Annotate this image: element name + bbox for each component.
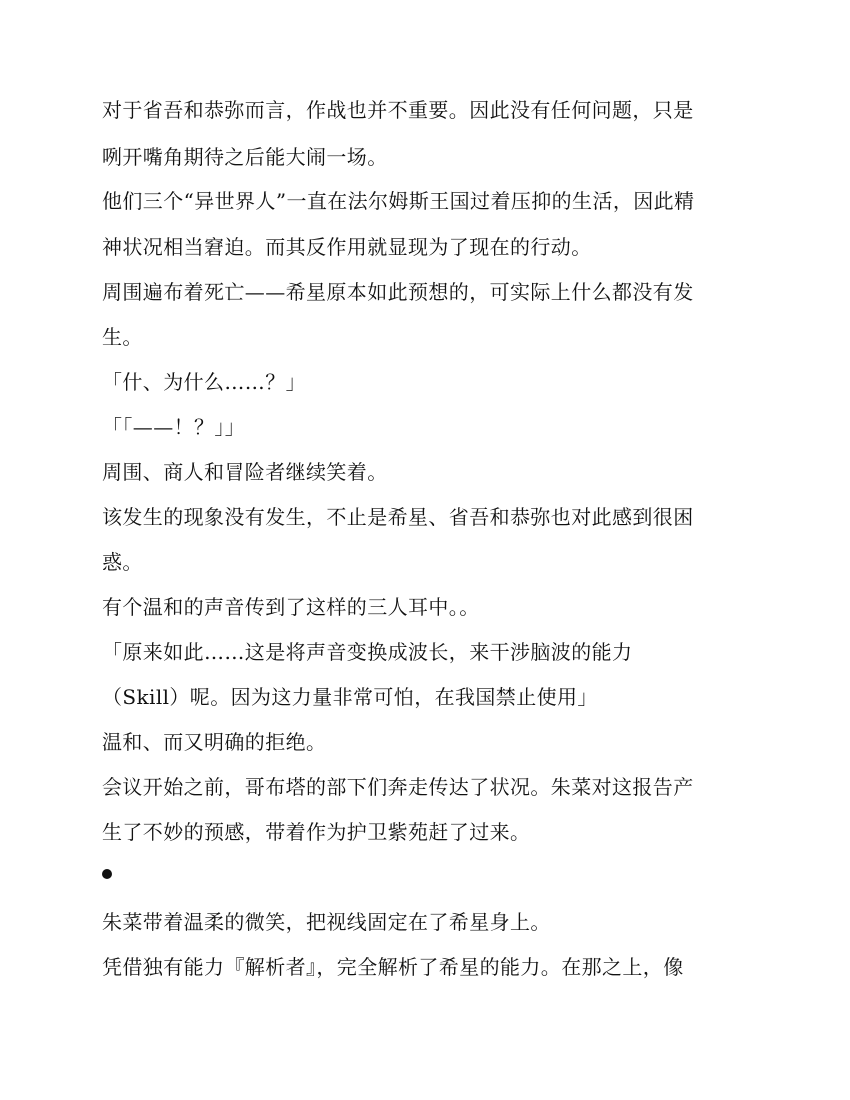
text-line: 生了不妙的预感，带着作为护卫紫苑赶了过来。 [102,820,531,844]
text-line: 凭借独有能力『解析者』，完全解析了希星的能力。在那之上，像 [102,955,684,979]
text-line: 「什、为什么……？」 [102,370,306,394]
text-line: （Skill）呢。因为这力量非常可怕，在我国禁止使用」 [102,685,598,709]
text-line: 「原来如此……这是将声音变换成波长，来干涉脑波的能力 [102,640,633,664]
text-line: 咧开嘴角期待之后能大闹一场。 [102,145,388,169]
text-line: 有个温和的声音传到了这样的三人耳中。。 [102,595,480,619]
text-line: 生。 [102,325,143,349]
text-line: 神状况相当窘迫。而其反作用就显现为了现在的行动。 [102,235,592,259]
text-line: 会议开始之前，哥布塔的部下们奔走传达了状况。朱菜对这报告产 [102,775,694,799]
text-line: 对于省吾和恭弥而言，作战也并不重要。因此没有任何问题，只是 [102,98,694,122]
text-line: 温和、而又明确的拒绝。 [102,730,327,754]
bullet-point [102,869,112,879]
text-line: 周围、商人和冒险者继续笑着。 [102,460,388,484]
text-line: 他们三个“异世界人”一直在法尔姆斯王国过着压抑的生活，因此精 [102,189,695,213]
text-line: 该发生的现象没有发生，不止是希星、省吾和恭弥也对此感到很困 [102,505,694,529]
text-line: 「「——！？」」 [102,415,246,439]
text-line: 惑。 [102,550,143,574]
text-line: 朱菜带着温柔的微笑，把视线固定在了希星身上。 [102,910,551,934]
text-line: 周围遍布着死亡——希星原本如此预想的，可实际上什么都没有发 [102,280,694,304]
